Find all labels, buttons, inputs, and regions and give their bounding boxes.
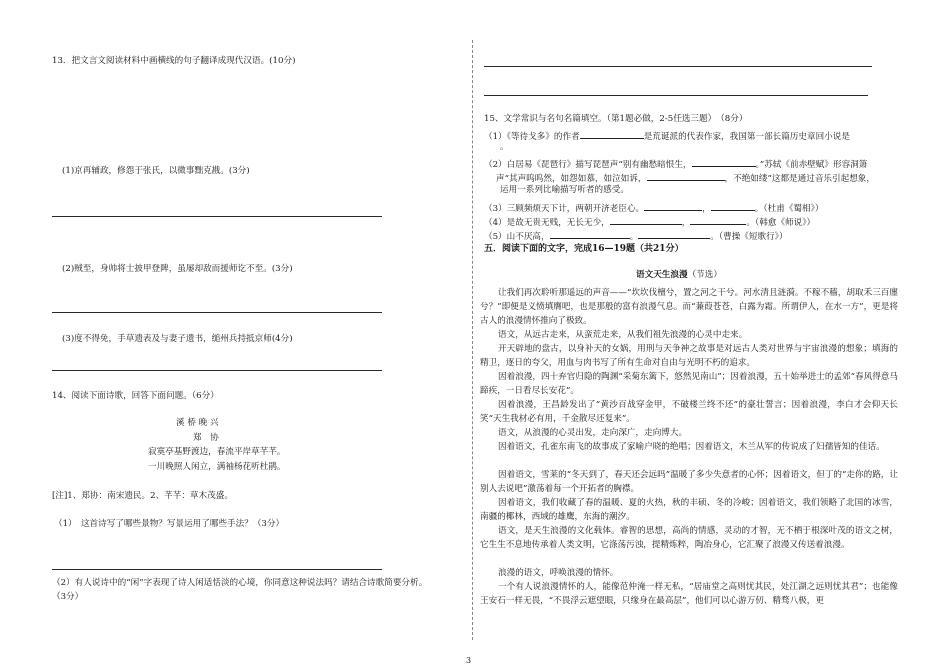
- fill-blank[interactable]: [692, 157, 756, 167]
- answer-line[interactable]: [52, 370, 382, 371]
- q14-question-2: （2）有人说诗中的“闲”字表现了诗人闲适恬淡的心境，你同意这种说法吗？请结合诗歌简要分析。: [52, 578, 428, 588]
- column-divider: [472, 40, 473, 640]
- q15-item-2-line-3: 运用一系列比喻描写听者的感受。: [500, 185, 629, 195]
- q13-sentence-2: (2)贼至，身帅将士披甲登陴，虽屡却敌而援师讫不至。(3分): [62, 264, 293, 274]
- q13-title: 13．把文言文阅读材料中画横线的句子翻译成现代汉语。(10分): [52, 56, 296, 66]
- article-paragraph: 让我们再次聆听那遥远的声音——“坎坎伐檀兮，置之河之干兮。河水清且涟漪。不稼不穑，胡取禾三百廛兮？”即便是义愤填膺吧，也是那般的富有浪漫气息。而“蒹葭苍苍，白露为霜。所谓伊人，在水一方”，更是将古人的浪漫情怀推向了极致。: [480, 288, 898, 326]
- answer-line[interactable]: [52, 216, 382, 217]
- fill-blank[interactable]: [690, 215, 746, 225]
- article-paragraph: 开天辟地的盘古，以身补天的女娲，用刑与天争神之故事是对远古人类对世界与宇宙浪漫的想象；填海的精卫，逐日的夸父，用血与肉书写了所有生命对自由与光明不朽的追求。: [480, 344, 898, 368]
- article-paragraph: 因着语文，孔雀东南飞的故事成了家喻户晓的绝唱；因着语文，木兰从军的传说成了妇孺皆知的佳话。: [498, 442, 885, 452]
- poem-line-2: 一川晚照人闲立，满袖杨花听杜鹃。: [148, 462, 286, 472]
- article-heading: [636, 270, 722, 281]
- q15-item-5-text: （5）山不厌高，: [484, 232, 550, 242]
- fill-blank[interactable]: [610, 215, 682, 225]
- article-paragraph: 语文，是天生浪漫的文化载体。睿智的思想，高尚的情感，灵动的才智，无不栖于根深叶茂的语文之树，它生生不息地传承着人类文明，它涤荡污浊，提精炼粹，陶冶身心，它汇聚了浪漫又传送着浪漫。: [480, 526, 898, 550]
- q15-item-5: [484, 229, 788, 243]
- q15-item-4: [484, 215, 815, 229]
- article-paragraph: 一个有人说浪漫情怀的人，能像范仲淹一样无私，“居庙堂之高则忧其民，处江湖之远则忧其君”；也能像王安石一样无畏，“不畏浮云遮望眼，只缘身在最高层”，他们可以心游万仞、精骛八极，更: [480, 582, 898, 606]
- q15-item-5-source: 。（曹操《短歌行》）: [710, 232, 788, 242]
- q15-item-1: [484, 129, 850, 143]
- fill-blank[interactable]: [550, 229, 630, 239]
- poem-author: 郑 协: [193, 433, 219, 443]
- q15-item-4-comma: ，: [681, 218, 691, 228]
- fill-blank[interactable]: [638, 229, 710, 239]
- poem-line-1: 寂寞亭基野渡边，春流平岸草芊芊。: [148, 447, 286, 457]
- article-title: 语文天生浪漫: [636, 270, 688, 280]
- article-subtitle: （节选）: [687, 270, 722, 280]
- article-paragraph: 浪漫的语文，呼唤浪漫的情怀。: [498, 568, 619, 578]
- q15-item-1-text: （1）《等待戈多》的作者: [484, 132, 580, 142]
- q15-item-2-text-4: ，不绝如缕”这都是通过音乐引起想象，: [724, 174, 875, 184]
- fill-blank[interactable]: [711, 201, 755, 211]
- q15-item-2-text-3: 声“其声呜呜然，如怨如慕，如泣如诉，: [496, 174, 647, 184]
- answer-line[interactable]: [52, 312, 382, 313]
- article-paragraph: 因着语文，我们收藏了春的温暖、夏的火热，秋的丰硕、冬的冷峻；因着语文，我们领略了北国的冰雪，南疆的椰林，西域的雄鹰，东海的潮汐。: [480, 498, 898, 522]
- section-5-heading: 五．阅读下面的文字，完成16—19题（共21分）: [484, 244, 684, 254]
- article-paragraph: 语文，从浪漫的心灵出发，走向深广，走向博大。: [498, 428, 688, 438]
- q15-item-2-text-2: 。”苏轼《前赤壁赋》形容洞箫: [755, 160, 868, 170]
- q15-item-3-comma: ，: [702, 204, 711, 214]
- article-paragraph: 语文，从远古走来，从蛮荒走来，从我们祖先浪漫的心灵中走来。: [498, 330, 748, 340]
- q13-sentence-3: (3)度不得免，手草遗表及与妻子遗书，缒州兵持抵京师(4分): [62, 334, 293, 344]
- q15-item-5-period: 。: [629, 232, 639, 242]
- q15-item-2: [484, 157, 867, 171]
- q13-sentence-1: (1)京再辅政，修怨于张氏，以微事黜克戡。(3分): [62, 166, 250, 176]
- q15-item-4-source: 。（韩愈《师说》）: [746, 218, 816, 228]
- q15-item-4-text: （4）是故无贵无贱，无长无少，: [484, 218, 610, 228]
- poem-note: [注]1、郑协：南宋遗民。2、芊芊：草木茂盛。: [52, 491, 233, 501]
- q15-item-1-end: 。: [500, 142, 509, 152]
- q14-title: 14、阅读下面诗歌，回答下面问题。（6分）: [52, 391, 219, 401]
- q15-item-2-text: （2）白居易《琵琶行》描写琵琶声“别有幽愁暗恨生，: [484, 160, 692, 170]
- fill-blank[interactable]: [647, 171, 725, 181]
- poem-title: 溪 桥 晚 兴: [176, 418, 219, 428]
- answer-line[interactable]: [52, 569, 382, 570]
- answer-line[interactable]: [484, 95, 868, 96]
- page-number: 3: [466, 656, 472, 665]
- fill-blank[interactable]: [644, 201, 702, 211]
- q15-item-2-line-2: [496, 171, 875, 185]
- article-paragraph: 因着语文，雪莱的“冬天到了，春天还会远吗”温暖了多少失意者的心怀；因着语文，但丁的“走你的路，让别人去说吧”激荡着每一个开拓者的胸襟。: [480, 470, 898, 494]
- q15-title: 15、文学常识与名句名篇填空。（第1题必做，2-5任选三题） （8分）: [484, 114, 748, 124]
- q15-item-3-text: （3）三顾频烦天下计，两朝开济老臣心。: [484, 204, 645, 214]
- q14-question-2-score: （3分）: [52, 592, 84, 602]
- q15-item-3-source: 。（杜甫《蜀相》）: [754, 204, 824, 214]
- q15-item-1-text-2: 是荒诞派的代表作家，我国第一部长篇历史章回小说是: [643, 132, 850, 142]
- fill-blank[interactable]: [580, 129, 644, 139]
- q15-item-3: [484, 201, 824, 215]
- answer-line[interactable]: [484, 66, 872, 67]
- article-paragraph: 因着浪漫，王昌龄发出了“黄沙百战穿金甲，不破楼兰终不还”的豪壮誓言；因着浪漫，李白才会仰天长笑“天生我材必有用，千金散尽还复来”。: [480, 400, 898, 424]
- q14-question-1: （1） 这首诗写了哪些景物？写景运用了哪些手法？（3分）: [54, 519, 285, 529]
- article-paragraph: 因着浪漫，四十弃官归隐的陶渊“采菊东篱下，悠然见南山”；因着浪漫，五十始举进士的孟郊“春风得意马蹄疾，一日看尽长安花”。: [480, 372, 898, 396]
